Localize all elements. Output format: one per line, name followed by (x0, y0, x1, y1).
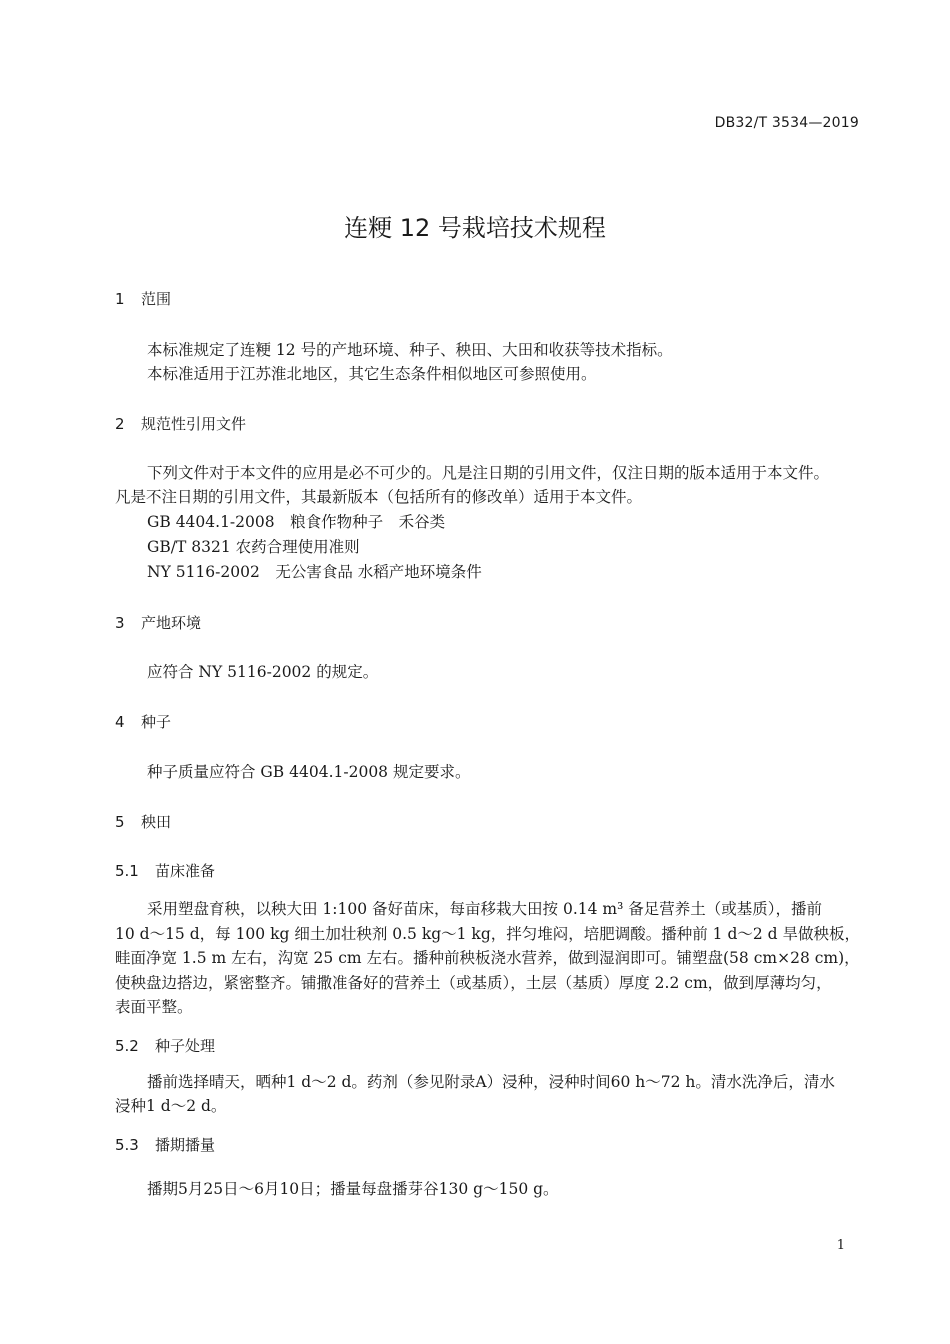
paragraph: 本标准适用于江苏淮北地区，其它生态条件相似地区可参照使用。 (147, 365, 597, 383)
section-title: 范围 (141, 290, 172, 308)
subsection-number: 5.2 (115, 1037, 139, 1055)
section-title: 种子 (141, 713, 172, 731)
paragraph-line: 凡是不注日期的引用文件，其最新版本（包括所有的修改单）适用于本文件。 (115, 488, 643, 506)
section-3-heading (115, 612, 201, 633)
paragraph-line: 播前选择晴天，晒种1 d～2 d。药剂（参见附录A）浸种，浸种时间60 h～72 h。清水洗净后，清水 (147, 1073, 835, 1091)
page-number: 1 (836, 1238, 845, 1253)
paragraph-line: 表面平整。 (115, 998, 193, 1016)
section-title: 规范性引用文件 (141, 415, 247, 433)
section-number: 4 (115, 713, 125, 731)
section-title: 秧田 (141, 813, 172, 831)
section-4-heading (115, 711, 171, 732)
standard-code: DB32/T 3534—2019 (714, 115, 859, 131)
subsection-number: 5.1 (115, 862, 139, 880)
reference-item: GB/T 8321 农药合理使用准则 (147, 538, 360, 556)
paragraph-line: 采用塑盘育秧，以秧大田 1:100 备好苗床，每亩移栽大田按 0.14 m³ 备足营养土（或基质），播前 (147, 900, 822, 918)
subsection-5-2-heading (115, 1035, 215, 1056)
section-number: 2 (115, 415, 125, 433)
paragraph-line: 浸种1 d～2 d。 (115, 1097, 227, 1115)
section-2-heading (115, 413, 246, 434)
paragraph-line: 下列文件对于本文件的应用是必不可少的。凡是注日期的引用文件，仅注日期的版本适用于本文件。 (147, 464, 830, 482)
reference-item: GB 4404.1-2008 粮食作物种子 禾谷类 (147, 513, 446, 531)
paragraph-line: 使秧盘边搭边，紧密整齐。铺撒准备好的营养土（或基质），土层（基质）厚度 2.2 cm，做到厚薄均匀， (115, 974, 832, 992)
subsection-5-1-heading (115, 860, 215, 881)
section-title: 产地环境 (141, 614, 202, 632)
paragraph: 应符合 NY 5116-2002 的规定。 (147, 663, 379, 681)
subsection-number: 5.3 (115, 1136, 139, 1154)
section-number: 3 (115, 614, 125, 632)
section-number: 1 (115, 290, 125, 308)
section-5-heading (115, 811, 171, 832)
subsection-title: 苗床准备 (155, 862, 216, 880)
subsection-title: 播期播量 (155, 1136, 216, 1154)
section-number: 5 (115, 813, 125, 831)
subsection-title: 种子处理 (155, 1037, 216, 1055)
paragraph: 本标准规定了连粳 12 号的产地环境、种子、秧田、大田和收获等技术指标。 (147, 341, 673, 359)
paragraph: 种子质量应符合 GB 4404.1-2008 规定要求。 (147, 763, 471, 781)
document-title: 连粳 12 号栽培技术规程 (344, 214, 606, 242)
subsection-5-3-heading (115, 1134, 215, 1155)
paragraph-line: 畦面净宽 1.5 m 左右，沟宽 25 cm 左右。播种前秧板浇水营养，做到湿润即可。铺塑盘(58 cm×28 cm)， (115, 949, 860, 967)
reference-item: NY 5116-2002 无公害食品 水稻产地环境条件 (147, 563, 482, 581)
paragraph-line: 10 d～15 d，每 100 kg 细土加壮秧剂 0.5 kg～1 kg，拌匀堆闷，培肥调酸。播种前 1 d～2 d 旱做秧板， (115, 925, 861, 943)
paragraph: 播期5月25日～6月10日；播量每盘播芽谷130 g～150 g。 (147, 1180, 559, 1198)
section-1-heading (115, 288, 171, 309)
